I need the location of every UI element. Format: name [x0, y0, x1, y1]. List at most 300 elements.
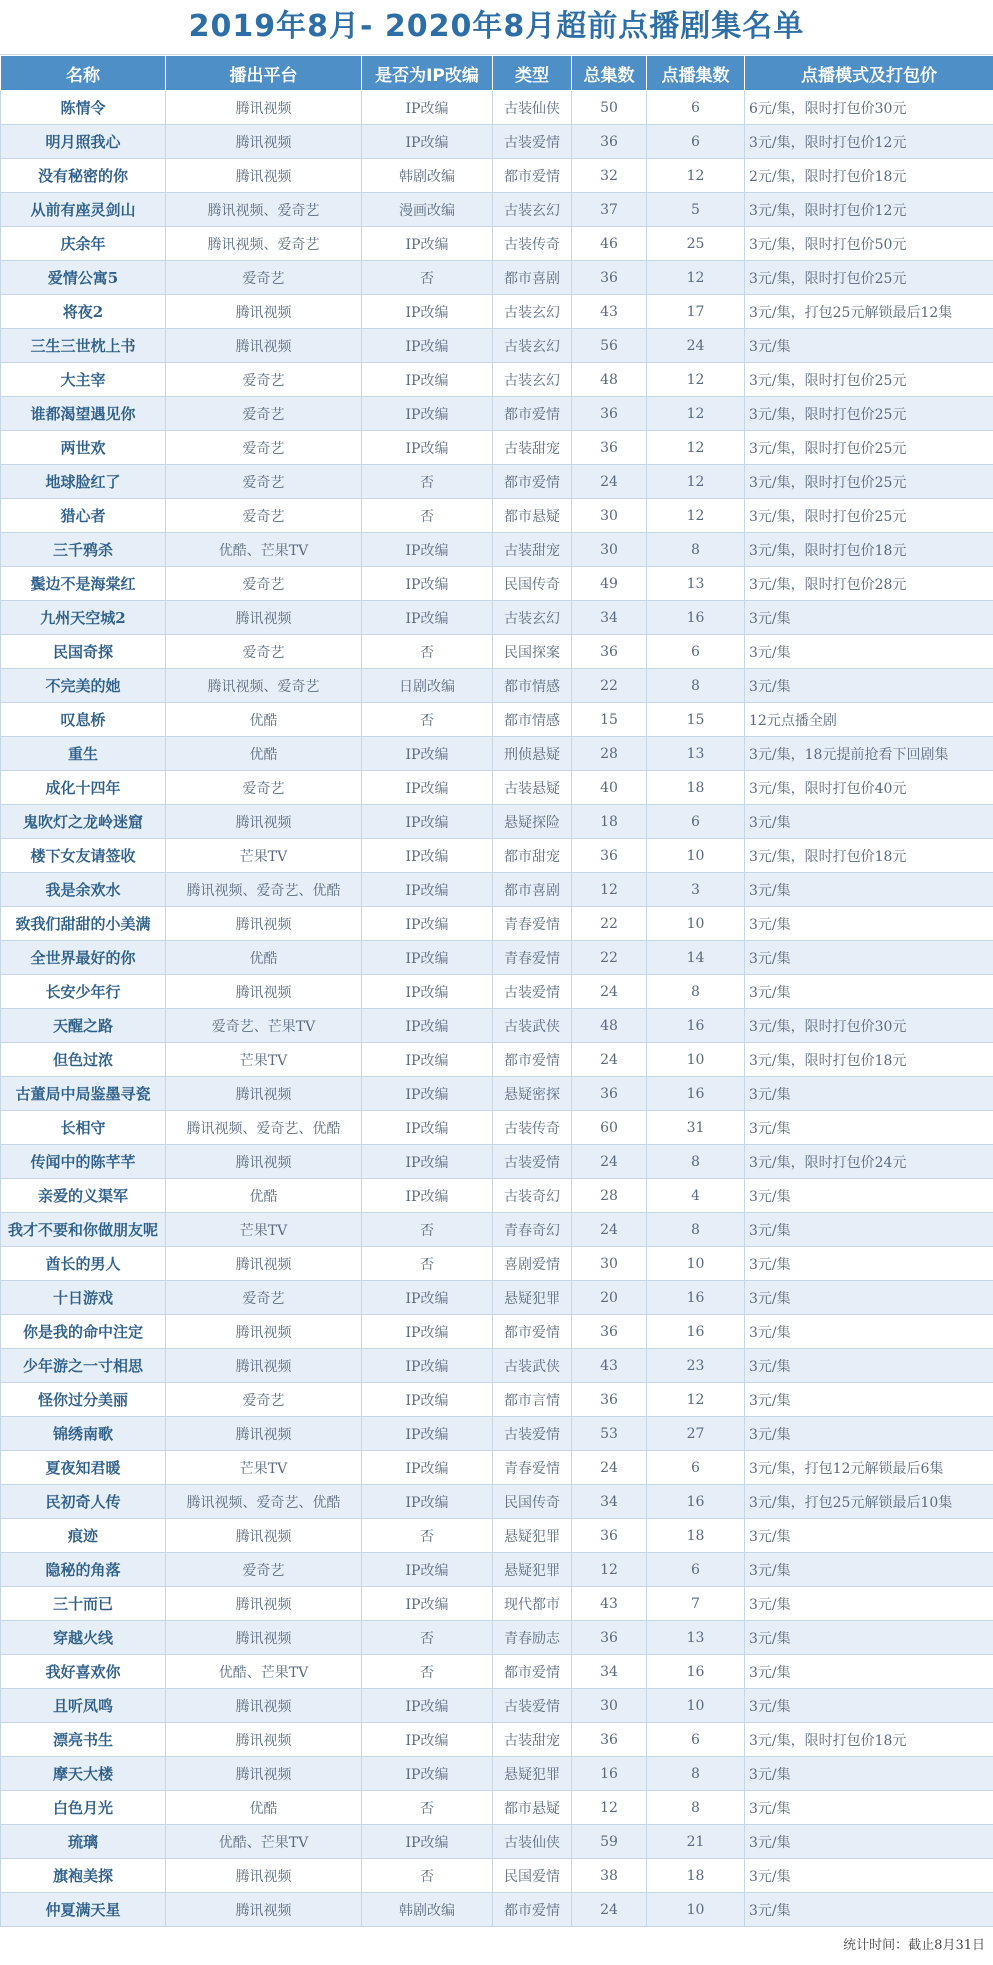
cell-vod-episodes: 6	[647, 635, 745, 669]
cell-name: 民初奇人传	[1, 1485, 166, 1519]
cell-vod-episodes: 14	[647, 941, 745, 975]
cell-total-episodes: 48	[572, 363, 647, 397]
cell-vod-episodes: 8	[647, 533, 745, 567]
table-row	[1, 941, 993, 975]
cell-vod-episodes: 10	[647, 1043, 745, 1077]
stat-time-note: 统计时间：截止8月31日	[0, 1927, 993, 1965]
cell-vod-episodes: 8	[647, 1145, 745, 1179]
cell-ip-adaptation: IP改编	[362, 1043, 493, 1077]
cell-ip-adaptation: IP改编	[362, 295, 493, 329]
table-row	[1, 363, 993, 397]
cell-platform: 优酷、芒果TV	[166, 1825, 362, 1859]
cell-name: 我才不要和你做朋友呢	[1, 1213, 166, 1247]
cell-platform: 腾讯视频	[166, 601, 362, 635]
cell-platform: 腾讯视频	[166, 295, 362, 329]
cell-ip-adaptation: IP改编	[362, 1451, 493, 1485]
cell-vod-mode-price: 2元/集，限时打包价18元	[745, 159, 993, 193]
header-total-episodes: 总集数	[572, 56, 647, 91]
cell-name: 传闻中的陈芊芊	[1, 1145, 166, 1179]
table-row	[1, 1485, 993, 1519]
cell-vod-mode-price: 3元/集	[745, 1179, 993, 1213]
cell-platform: 腾讯视频	[166, 1417, 362, 1451]
cell-vod-mode-price: 3元/集，限时打包价12元	[745, 193, 993, 227]
cell-vod-mode-price: 3元/集，打包25元解锁最后12集	[745, 295, 993, 329]
cell-total-episodes: 43	[572, 1587, 647, 1621]
cell-name: 古董局中局鉴墨寻瓷	[1, 1077, 166, 1111]
cell-platform: 腾讯视频	[166, 907, 362, 941]
cell-total-episodes: 24	[572, 1893, 647, 1927]
cell-genre: 刑侦悬疑	[493, 737, 572, 771]
table-row	[1, 227, 993, 261]
cell-genre: 都市情感	[493, 669, 572, 703]
cell-total-episodes: 36	[572, 261, 647, 295]
cell-platform: 爱奇艺	[166, 771, 362, 805]
cell-vod-mode-price: 3元/集	[745, 1655, 993, 1689]
cell-vod-mode-price: 3元/集，限时打包价25元	[745, 261, 993, 295]
cell-ip-adaptation: IP改编	[362, 1111, 493, 1145]
cell-vod-mode-price: 3元/集	[745, 1077, 993, 1111]
cell-name: 地球脸红了	[1, 465, 166, 499]
cell-name: 大主宰	[1, 363, 166, 397]
cell-vod-mode-price: 3元/集	[745, 1519, 993, 1553]
table-row	[1, 465, 993, 499]
cell-genre: 都市言情	[493, 1383, 572, 1417]
cell-vod-episodes: 31	[647, 1111, 745, 1145]
page-title: 2019年8月- 2020年8月超前点播剧集名单	[0, 0, 993, 55]
cell-platform: 腾讯视频	[166, 1723, 362, 1757]
cell-platform: 爱奇艺	[166, 431, 362, 465]
cell-name: 楼下女友请签收	[1, 839, 166, 873]
cell-total-episodes: 36	[572, 125, 647, 159]
cell-platform: 腾讯视频	[166, 805, 362, 839]
cell-vod-mode-price: 6元/集，限时打包价30元	[745, 91, 993, 125]
cell-total-episodes: 36	[572, 431, 647, 465]
cell-vod-episodes: 16	[647, 1315, 745, 1349]
table-row	[1, 1859, 993, 1893]
table-row	[1, 533, 993, 567]
cell-ip-adaptation: IP改编	[362, 125, 493, 159]
cell-vod-episodes: 16	[647, 1009, 745, 1043]
cell-total-episodes: 53	[572, 1417, 647, 1451]
cell-name: 致我们甜甜的小美满	[1, 907, 166, 941]
cell-genre: 都市喜剧	[493, 873, 572, 907]
cell-name: 两世欢	[1, 431, 166, 465]
cell-vod-mode-price: 3元/集，限时打包价25元	[745, 465, 993, 499]
cell-total-episodes: 30	[572, 533, 647, 567]
cell-genre: 现代都市	[493, 1587, 572, 1621]
cell-total-episodes: 12	[572, 1553, 647, 1587]
cell-genre: 古装玄幻	[493, 193, 572, 227]
cell-name: 亲爱的义渠军	[1, 1179, 166, 1213]
cell-genre: 古装玄幻	[493, 363, 572, 397]
cell-ip-adaptation: 否	[362, 1655, 493, 1689]
cell-ip-adaptation: 否	[362, 1621, 493, 1655]
cell-vod-episodes: 16	[647, 1655, 745, 1689]
cell-name: 长安少年行	[1, 975, 166, 1009]
cell-ip-adaptation: IP改编	[362, 567, 493, 601]
cell-ip-adaptation: IP改编	[362, 1587, 493, 1621]
cell-ip-adaptation: IP改编	[362, 1485, 493, 1519]
cell-ip-adaptation: 韩剧改编	[362, 1893, 493, 1927]
table-row	[1, 295, 993, 329]
cell-genre: 都市爱情	[493, 465, 572, 499]
table-row	[1, 431, 993, 465]
cell-genre: 都市爱情	[493, 1043, 572, 1077]
cell-platform: 优酷、芒果TV	[166, 533, 362, 567]
cell-platform: 腾讯视频	[166, 1349, 362, 1383]
cell-vod-episodes: 8	[647, 1213, 745, 1247]
cell-total-episodes: 22	[572, 907, 647, 941]
cell-vod-mode-price: 3元/集，限时打包价12元	[745, 125, 993, 159]
cell-platform: 爱奇艺	[166, 465, 362, 499]
cell-total-episodes: 30	[572, 499, 647, 533]
cell-ip-adaptation: 否	[362, 635, 493, 669]
cell-vod-episodes: 17	[647, 295, 745, 329]
cell-name: 你是我的命中注定	[1, 1315, 166, 1349]
table-row	[1, 1281, 993, 1315]
table-row	[1, 1247, 993, 1281]
cell-total-episodes: 28	[572, 737, 647, 771]
cell-platform: 芒果TV	[166, 1043, 362, 1077]
cell-platform: 腾讯视频	[166, 1621, 362, 1655]
cell-name: 天醒之路	[1, 1009, 166, 1043]
cell-total-episodes: 36	[572, 1077, 647, 1111]
cell-genre: 古装奇幻	[493, 1179, 572, 1213]
cell-vod-episodes: 16	[647, 1485, 745, 1519]
cell-vod-mode-price: 3元/集	[745, 975, 993, 1009]
cell-total-episodes: 24	[572, 465, 647, 499]
cell-genre: 都市悬疑	[493, 499, 572, 533]
cell-platform: 优酷	[166, 941, 362, 975]
cell-ip-adaptation: IP改编	[362, 839, 493, 873]
table-row	[1, 125, 993, 159]
cell-ip-adaptation: IP改编	[362, 1009, 493, 1043]
cell-total-episodes: 16	[572, 1757, 647, 1791]
cell-total-episodes: 28	[572, 1179, 647, 1213]
cell-vod-episodes: 18	[647, 1519, 745, 1553]
cell-ip-adaptation: IP改编	[362, 431, 493, 465]
cell-genre: 古装仙侠	[493, 91, 572, 125]
cell-genre: 悬疑密探	[493, 1077, 572, 1111]
table-row	[1, 1009, 993, 1043]
table-row	[1, 1893, 993, 1927]
cell-name: 摩天大楼	[1, 1757, 166, 1791]
cell-ip-adaptation: IP改编	[362, 227, 493, 261]
cell-platform: 腾讯视频	[166, 1587, 362, 1621]
header-genre: 类型	[493, 56, 572, 91]
cell-vod-mode-price: 3元/集	[745, 1417, 993, 1451]
cell-vod-episodes: 8	[647, 975, 745, 1009]
cell-name: 庆余年	[1, 227, 166, 261]
cell-vod-mode-price: 3元/集，打包12元解锁最后6集	[745, 1451, 993, 1485]
cell-genre: 都市爱情	[493, 1315, 572, 1349]
cell-total-episodes: 24	[572, 1451, 647, 1485]
cell-vod-mode-price: 3元/集	[745, 1621, 993, 1655]
table-row	[1, 703, 993, 737]
cell-total-episodes: 36	[572, 1519, 647, 1553]
cell-genre: 青春爱情	[493, 1451, 572, 1485]
table-row	[1, 1315, 993, 1349]
cell-platform: 优酷	[166, 737, 362, 771]
cell-total-episodes: 18	[572, 805, 647, 839]
cell-vod-mode-price: 3元/集，限时打包价50元	[745, 227, 993, 261]
cell-ip-adaptation: IP改编	[362, 1349, 493, 1383]
cell-genre: 古装玄幻	[493, 329, 572, 363]
cell-total-episodes: 22	[572, 941, 647, 975]
cell-name: 鬓边不是海棠红	[1, 567, 166, 601]
table-row	[1, 975, 993, 1009]
cell-vod-mode-price: 12元点播全剧	[745, 703, 993, 737]
table-row	[1, 907, 993, 941]
cell-genre: 古装爱情	[493, 1417, 572, 1451]
cell-vod-episodes: 12	[647, 431, 745, 465]
table-row	[1, 193, 993, 227]
cell-ip-adaptation: IP改编	[362, 397, 493, 431]
cell-name: 我是余欢水	[1, 873, 166, 907]
cell-name: 从前有座灵剑山	[1, 193, 166, 227]
cell-genre: 青春爱情	[493, 907, 572, 941]
table-row	[1, 1791, 993, 1825]
cell-genre: 古装传奇	[493, 1111, 572, 1145]
cell-vod-episodes: 10	[647, 1689, 745, 1723]
cell-name: 三十而已	[1, 1587, 166, 1621]
cell-platform: 芒果TV	[166, 1451, 362, 1485]
cell-platform: 腾讯视频	[166, 1315, 362, 1349]
cell-total-episodes: 12	[572, 873, 647, 907]
cell-vod-mode-price: 3元/集，限时打包价18元	[745, 533, 993, 567]
cell-total-episodes: 59	[572, 1825, 647, 1859]
table-row	[1, 1213, 993, 1247]
cell-platform: 爱奇艺	[166, 397, 362, 431]
cell-vod-mode-price: 3元/集	[745, 1859, 993, 1893]
cell-name: 白色月光	[1, 1791, 166, 1825]
cell-name: 长相守	[1, 1111, 166, 1145]
table-row	[1, 839, 993, 873]
cell-vod-mode-price: 3元/集	[745, 1213, 993, 1247]
cell-platform: 腾讯视频	[166, 1893, 362, 1927]
cell-vod-episodes: 3	[647, 873, 745, 907]
cell-platform: 腾讯视频	[166, 159, 362, 193]
cell-ip-adaptation: IP改编	[362, 1689, 493, 1723]
cell-name: 少年游之一寸相思	[1, 1349, 166, 1383]
cell-vod-mode-price: 3元/集	[745, 1349, 993, 1383]
cell-total-episodes: 34	[572, 601, 647, 635]
cell-vod-mode-price: 3元/集	[745, 805, 993, 839]
cell-platform: 腾讯视频、爱奇艺	[166, 193, 362, 227]
cell-name: 三生三世枕上书	[1, 329, 166, 363]
cell-ip-adaptation: 否	[362, 1859, 493, 1893]
cell-vod-mode-price: 3元/集	[745, 1111, 993, 1145]
cell-genre: 悬疑犯罪	[493, 1519, 572, 1553]
cell-platform: 爱奇艺	[166, 499, 362, 533]
cell-genre: 民国探案	[493, 635, 572, 669]
cell-vod-episodes: 13	[647, 567, 745, 601]
cell-genre: 古装爱情	[493, 1145, 572, 1179]
cell-ip-adaptation: IP改编	[362, 601, 493, 635]
cell-total-episodes: 24	[572, 1043, 647, 1077]
cell-name: 叹息桥	[1, 703, 166, 737]
cell-vod-mode-price: 3元/集	[745, 329, 993, 363]
cell-total-episodes: 36	[572, 1723, 647, 1757]
cell-vod-episodes: 6	[647, 1553, 745, 1587]
cell-total-episodes: 43	[572, 1349, 647, 1383]
cell-platform: 腾讯视频	[166, 125, 362, 159]
cell-vod-episodes: 23	[647, 1349, 745, 1383]
cell-ip-adaptation: 否	[362, 499, 493, 533]
cell-name: 旗袍美探	[1, 1859, 166, 1893]
cell-genre: 古装爱情	[493, 975, 572, 1009]
cell-platform: 优酷	[166, 703, 362, 737]
cell-total-episodes: 43	[572, 295, 647, 329]
cell-vod-episodes: 24	[647, 329, 745, 363]
cell-vod-mode-price: 3元/集	[745, 873, 993, 907]
cell-ip-adaptation: IP改编	[362, 907, 493, 941]
cell-vod-episodes: 6	[647, 1723, 745, 1757]
cell-name: 仲夏满天星	[1, 1893, 166, 1927]
table-row	[1, 1723, 993, 1757]
cell-total-episodes: 34	[572, 1485, 647, 1519]
cell-genre: 古装甜宠	[493, 431, 572, 465]
cell-ip-adaptation: 否	[362, 1247, 493, 1281]
cell-platform: 腾讯视频	[166, 1757, 362, 1791]
table-row	[1, 1451, 993, 1485]
table-row	[1, 1179, 993, 1213]
cell-vod-episodes: 16	[647, 1077, 745, 1111]
cell-vod-mode-price: 3元/集，限时打包价30元	[745, 1009, 993, 1043]
cell-vod-episodes: 10	[647, 1247, 745, 1281]
cell-vod-episodes: 13	[647, 737, 745, 771]
cell-vod-episodes: 10	[647, 907, 745, 941]
cell-genre: 都市喜剧	[493, 261, 572, 295]
cell-genre: 古装甜宠	[493, 1723, 572, 1757]
cell-genre: 古装传奇	[493, 227, 572, 261]
table-row	[1, 873, 993, 907]
cell-ip-adaptation: IP改编	[362, 1553, 493, 1587]
cell-vod-mode-price: 3元/集，限时打包价25元	[745, 397, 993, 431]
cell-genre: 悬疑犯罪	[493, 1281, 572, 1315]
cell-vod-mode-price: 3元/集	[745, 1553, 993, 1587]
table-row	[1, 1655, 993, 1689]
cell-name: 成化十四年	[1, 771, 166, 805]
cell-ip-adaptation: 日剧改编	[362, 669, 493, 703]
cell-platform: 爱奇艺	[166, 261, 362, 295]
cell-ip-adaptation: 否	[362, 1519, 493, 1553]
cell-vod-episodes: 6	[647, 91, 745, 125]
cell-platform: 爱奇艺	[166, 635, 362, 669]
cell-genre: 古装仙侠	[493, 1825, 572, 1859]
cell-vod-mode-price: 3元/集	[745, 1757, 993, 1791]
table-row	[1, 601, 993, 635]
table-row	[1, 669, 993, 703]
cell-vod-episodes: 27	[647, 1417, 745, 1451]
cell-total-episodes: 46	[572, 227, 647, 261]
cell-vod-episodes: 12	[647, 397, 745, 431]
cell-total-episodes: 36	[572, 397, 647, 431]
cell-platform: 爱奇艺	[166, 1553, 362, 1587]
table-row	[1, 1519, 993, 1553]
cell-genre: 民国传奇	[493, 567, 572, 601]
cell-vod-mode-price: 3元/集	[745, 1587, 993, 1621]
cell-platform: 腾讯视频、爱奇艺、优酷	[166, 1485, 362, 1519]
cell-vod-episodes: 12	[647, 159, 745, 193]
cell-vod-episodes: 16	[647, 1281, 745, 1315]
cell-platform: 腾讯视频、爱奇艺	[166, 669, 362, 703]
cell-vod-episodes: 10	[647, 1893, 745, 1927]
cell-vod-mode-price: 3元/集	[745, 1315, 993, 1349]
cell-ip-adaptation: IP改编	[362, 1723, 493, 1757]
cell-vod-episodes: 8	[647, 1757, 745, 1791]
table-row	[1, 329, 993, 363]
cell-total-episodes: 24	[572, 1213, 647, 1247]
cell-vod-mode-price: 3元/集，限时打包价25元	[745, 499, 993, 533]
cell-ip-adaptation: IP改编	[362, 91, 493, 125]
cell-total-episodes: 37	[572, 193, 647, 227]
cell-vod-mode-price: 3元/集，打包25元解锁最后10集	[745, 1485, 993, 1519]
cell-ip-adaptation: 否	[362, 703, 493, 737]
cell-name: 穿越火线	[1, 1621, 166, 1655]
cell-vod-episodes: 6	[647, 805, 745, 839]
cell-platform: 腾讯视频	[166, 1689, 362, 1723]
cell-total-episodes: 49	[572, 567, 647, 601]
header-platform: 播出平台	[166, 56, 362, 91]
cell-vod-mode-price: 3元/集	[745, 669, 993, 703]
cell-vod-episodes: 12	[647, 499, 745, 533]
cell-name: 漂亮书生	[1, 1723, 166, 1757]
cell-platform: 芒果TV	[166, 1213, 362, 1247]
cell-name: 九州天空城2	[1, 601, 166, 635]
cell-vod-episodes: 12	[647, 261, 745, 295]
table-row	[1, 1553, 993, 1587]
cell-platform: 优酷	[166, 1791, 362, 1825]
cell-genre: 都市爱情	[493, 1893, 572, 1927]
cell-total-episodes: 12	[572, 1791, 647, 1825]
cell-ip-adaptation: IP改编	[362, 975, 493, 1009]
cell-genre: 古装爱情	[493, 1689, 572, 1723]
cell-name: 重生	[1, 737, 166, 771]
cell-total-episodes: 34	[572, 1655, 647, 1689]
table-row	[1, 1825, 993, 1859]
cell-total-episodes: 15	[572, 703, 647, 737]
table-row	[1, 771, 993, 805]
cell-genre: 古装甜宠	[493, 533, 572, 567]
cell-vod-mode-price: 3元/集	[745, 1893, 993, 1927]
cell-vod-mode-price: 3元/集	[745, 601, 993, 635]
cell-vod-mode-price: 3元/集，限时打包价18元	[745, 1043, 993, 1077]
cell-vod-episodes: 10	[647, 839, 745, 873]
cell-ip-adaptation: 否	[362, 261, 493, 295]
cell-vod-episodes: 12	[647, 1383, 745, 1417]
cell-genre: 古装玄幻	[493, 601, 572, 635]
cell-vod-episodes: 25	[647, 227, 745, 261]
cell-platform: 爱奇艺	[166, 1281, 362, 1315]
cell-name: 我好喜欢你	[1, 1655, 166, 1689]
table-row	[1, 1587, 993, 1621]
table-row	[1, 499, 993, 533]
cell-vod-episodes: 5	[647, 193, 745, 227]
cell-total-episodes: 30	[572, 1689, 647, 1723]
cell-ip-adaptation: IP改编	[362, 1315, 493, 1349]
cell-platform: 腾讯视频	[166, 975, 362, 1009]
cell-vod-mode-price: 3元/集，18元提前抢看下回剧集	[745, 737, 993, 771]
cell-ip-adaptation: IP改编	[362, 329, 493, 363]
cell-total-episodes: 22	[572, 669, 647, 703]
cell-vod-mode-price: 3元/集	[745, 1825, 993, 1859]
cell-vod-mode-price: 3元/集	[745, 1281, 993, 1315]
cell-total-episodes: 36	[572, 635, 647, 669]
cell-name: 陈情令	[1, 91, 166, 125]
cell-vod-episodes: 12	[647, 465, 745, 499]
cell-total-episodes: 56	[572, 329, 647, 363]
